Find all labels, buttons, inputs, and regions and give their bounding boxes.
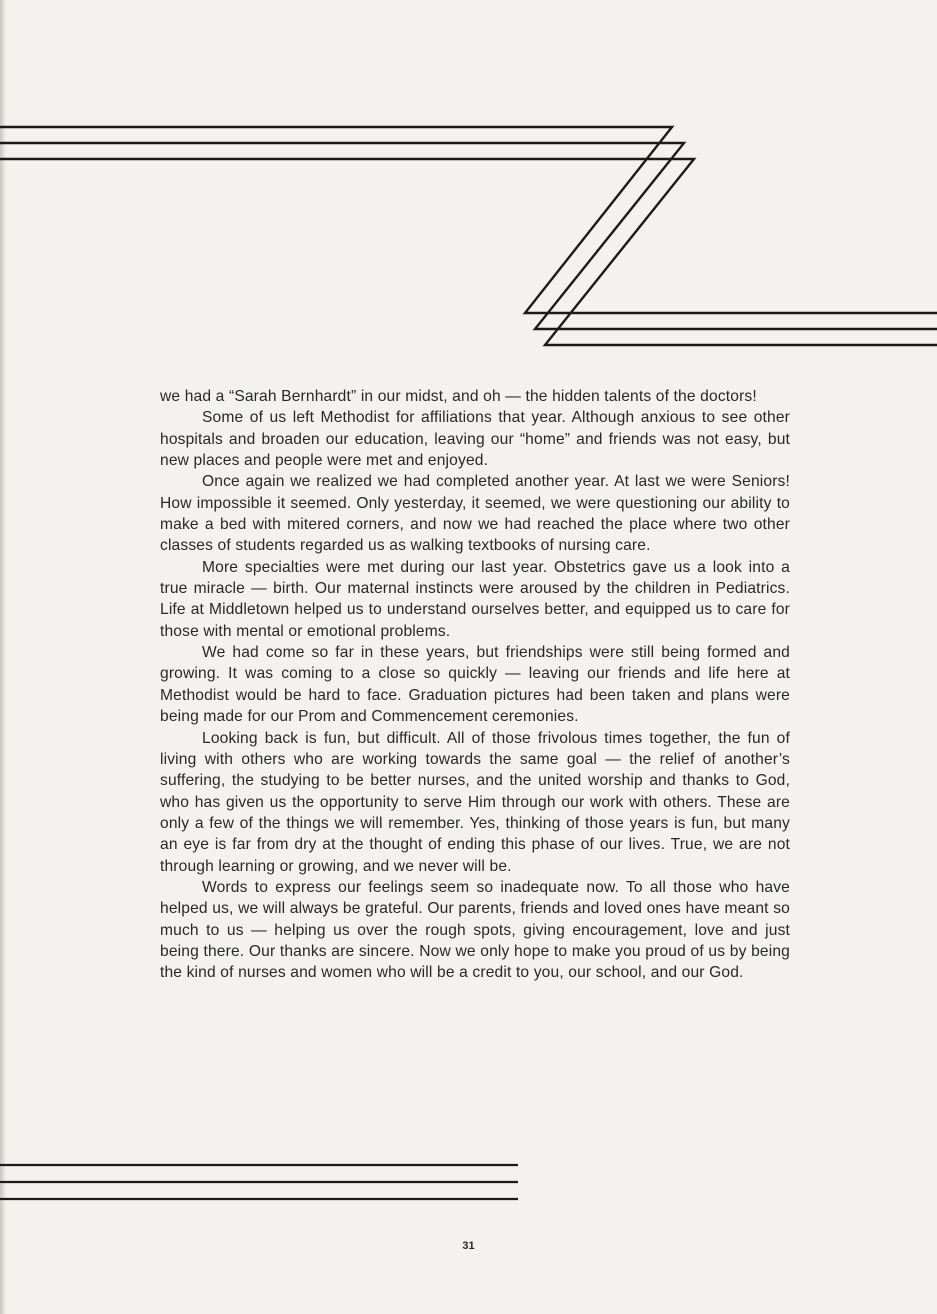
paragraph: Words to express our feelings seem so inadequate now. To all those who have helped us, we will always be grateful. Our parents, friends and loved ones have meant so much to us — helping us over the rough spots, giving encouragement, love and just being there. Our thanks are sincere. Now we only hope to make you proud of us by being the kind of nurses and women who will be a credit to you, our school, and our God. [160, 878, 790, 982]
ornament-line-3 [0, 159, 937, 345]
paragraph: we had a “Sarah Bernhardt” in our midst, and oh — the hidden talents of the doctors! [160, 388, 757, 405]
ornament-line-1 [0, 127, 937, 313]
body-text [160, 386, 790, 984]
paragraph: We had come so far in these years, but friendships were still being formed and growing. It was coming to a close so quickly — leaving our friends and life here at Methodist would be hard to face. Graduation pictures had been taken and plans were being made for our Prom and Commencement ceremonies. [160, 644, 790, 726]
paragraph: Some of us left Methodist for affiliations that year. Although anxious to see other hospitals and broaden our education, leaving our “home” and friends was not easy, but new places and people were met and enjoyed. [160, 409, 790, 470]
paragraph: Once again we realized we had completed another year. At last we were Seniors! How impossible it seemed. Only yesterday, it seemed, we were questioning our ability to make a bed with mitered corners, and now we had reached the place where two other classes of students regarded us as walking textbooks of nursing care. [160, 473, 790, 555]
paragraph: Looking back is fun, but difficult. All of those frivolous times together, the fun of living with others who are working towards the same goal — the relief of another’s suffering, the studying to be better nurses, and the united worship and thanks to God, who has given us the opportunity to serve Him through our work with others. These are only a few of the things we will remember. Yes, thinking of those years is fun, but many an eye is far from dry at the thought of ending this phase of our lives. True, we are not through learning or growing, and we never will be. [160, 729, 790, 875]
page-number: 31 [462, 1240, 475, 1252]
paragraph: More specialties were met during our last year. Obstetrics gave us a look into a true miracle — birth. Our maternal instincts were aroused by the children in Pediatrics. Life at Middletown helped us to understand ourselves better, and equipped us to care for those with mental or emotional problems. [160, 558, 790, 640]
ornament-line-2 [0, 143, 937, 329]
